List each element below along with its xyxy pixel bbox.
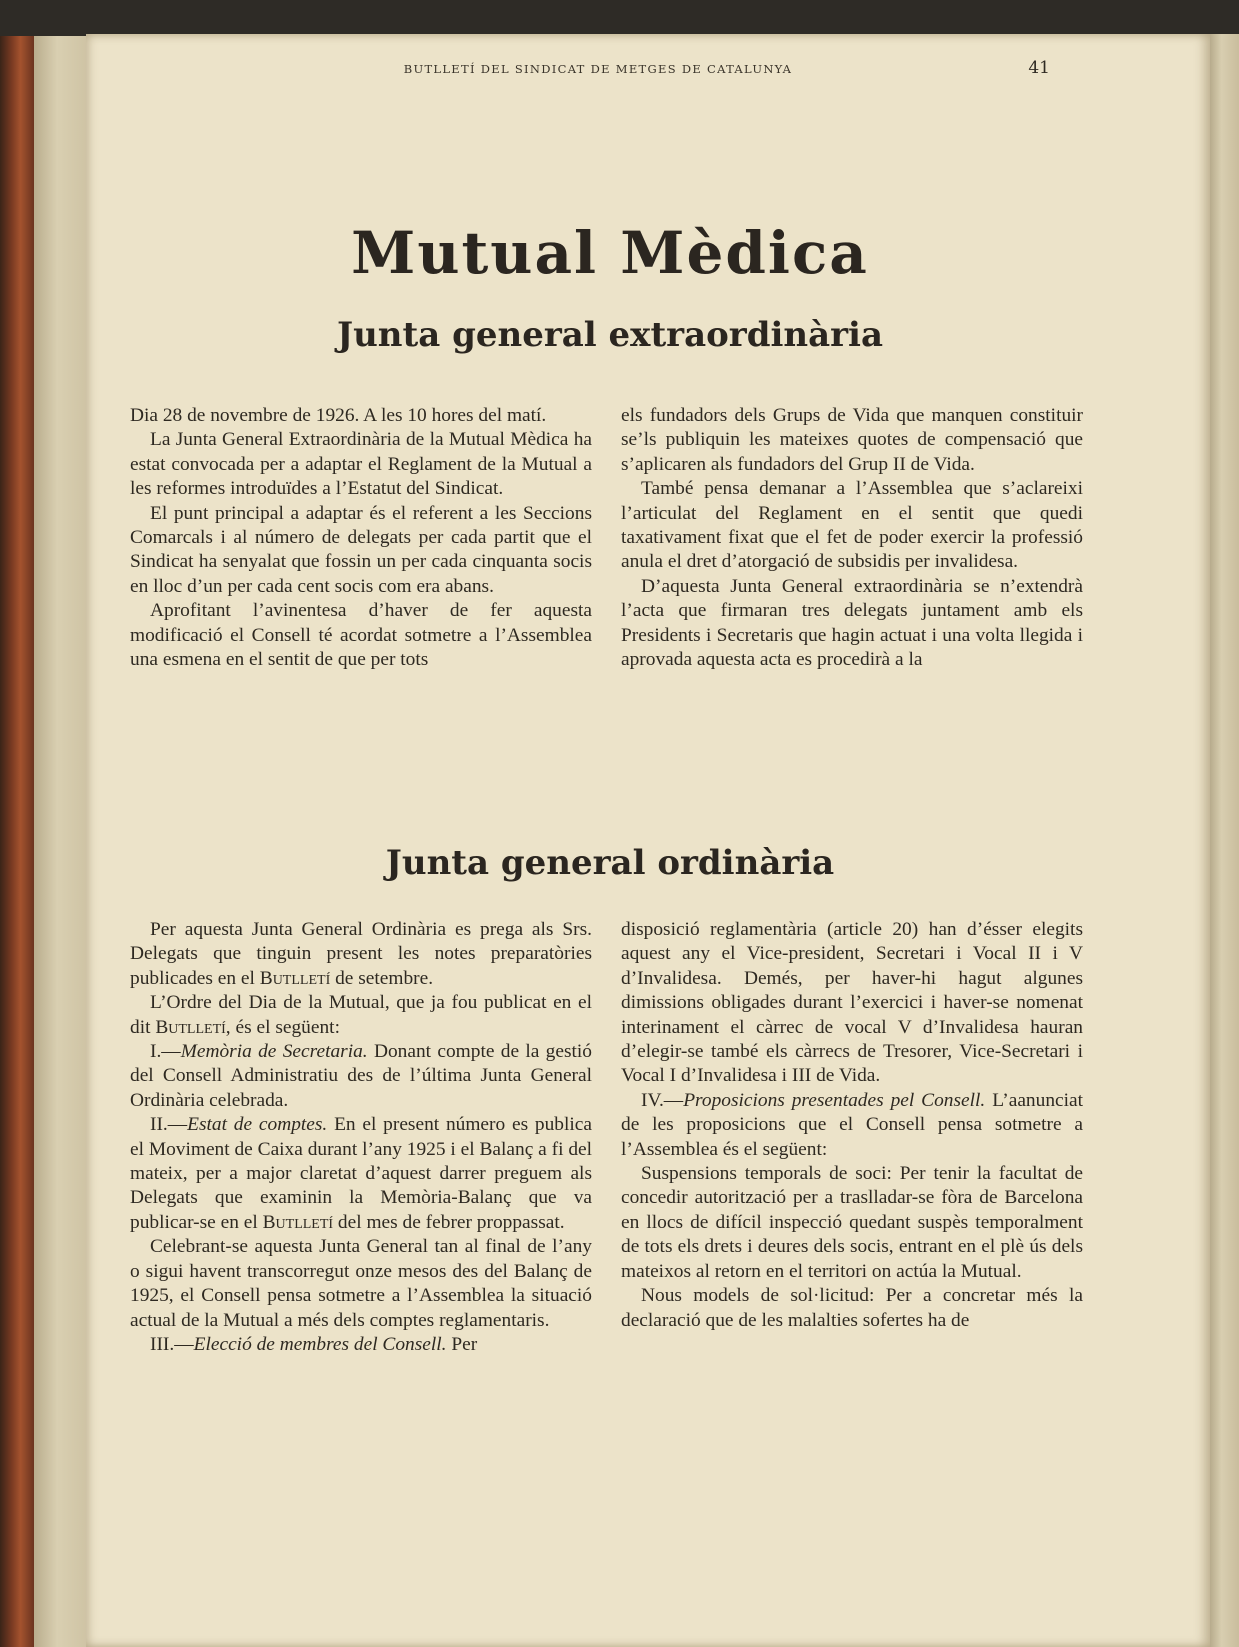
running-head: BUTLLETÍ DEL SINDICAT DE METGES DE CATALUNYA [403,62,793,76]
paragraph: D’aquesta Junta General extraordinària se n’extendrà l’acta que firmaran tres delegats juntament amb els Presidents i Secretaris que hagin actuat i una volta llegida i aprovada aquesta acta es procedirà a la [621,575,1083,671]
page-gutter [34,36,86,1647]
scan-top-border [0,0,1239,36]
paragraph: El punt principal a adaptar és el referent a les Seccions Comarcals i al número de delegats per cada partit que el Sindicat ha senyalat que fossin un per cada cinquanta socis en lloc d’un per cada cent socis com era abans. [130,502,592,597]
section-heading-ordinaria: Junta general ordinària [385,843,835,883]
paragraph: Celebrant-se aquesta Junta General tan al final de l’any o sigui havent transcorregut onze mesos des del Balanç de 1925, el Consell pensa sotmetre a l’Assemblea la situació actual de la Mutual a més dels comptes reglamentaris. [130,1236,592,1331]
paragraph: Nous models de sol·licitud: Per a concretar més la declaració que de les malalties sofertes ha de [621,1285,1083,1331]
paragraph: Aprofitant l’avinentesa d’haver de fer aquesta modificació el Consell té acordat sotmetre a l’Assemblea una esmena en el sentit de que per tots [130,600,592,671]
paragraph: disposició reglamentària (article 20) han d’ésser elegits aquest any el Vice-president, Secretari i Vocal II i V d’Invalidesa. Demés, per haver-hi hagut algunes dimissions obligades durant l’exercici i haver-se nomenat interinament el càrrec de vocal V d’Invalidesa hauran d’elegir-se també els càrrecs de Tresorer, Vice-Secretari i Vocal I d’Invalidesa i III de Vida. [621,919,1083,1087]
page-number: 41 [1028,58,1050,78]
paragraph: Suspensions temporals de soci: Per tenir la facultat de concedir autorització per a traslladar-se fòra de Barcelona en llocs de difícil inspecció quedant suspès temporalment de tots els drets i deures dels socis, entrant en el plè ús dels mateixos al retorn en el territori on actúa la Mutual. [621,1163,1083,1282]
paragraph: Dia 28 de novembre de 1926. A les 10 hores del matí. [130,405,547,426]
paragraph: els fundadors dels Grups de Vida que manquen constituir se’ls publiquin les mateixes quotes de compensació que s’aplicaren als fundadors del Grup II de Vida. [621,405,1083,475]
paragraph: La Junta General Extraordinària de la Mutual Mèdica ha estat convocada per a adaptar el Reglament de la Mutual a les reformes introduïdes a l’Estatut del Sindicat. [130,429,592,500]
paragraph: Per aquesta Junta General Ordinària es prega als Srs. Delegats que tinguin present les notes preparatòries publicades en el Butlletí de setembre. [130,919,592,989]
page-edge [1210,34,1239,1647]
paragraph: II.—Estat de comptes. En el present número es publica el Moviment de Caixa durant l’any 1925 i el Balanç a fi del mateix, per a major claretat d’aquest darrer preguem als Delegats que examinin la Memòria-Balanç que va publicar-se en el Butlletí del mes de febrer proppassat. [130,1114,593,1233]
book-binding [0,36,34,1647]
paragraph: L’Ordre del Dia de la Mutual, que ja fou publicat en el dit Butlletí, és el següent: [130,992,592,1038]
paragraph: III.—Elecció de membres del Consell. Per [150,1333,478,1355]
section1-left-column [130,404,592,672]
paragraph: I.—Memòria de Secretaria. Donant compte de la gestió del Consell Administratiu des de l’última Junta General Ordinària celebrada. [130,1041,593,1111]
paragraph: També pensa demanar a l’Assemblea que s’aclareixi l’articulat del Reglament en el sentit que quedi taxativament fixat que el fet de poder exercir la professió anula el dret d’atorgació de subsidis per invalidesa. [621,478,1083,573]
article-title: Mutual Mèdica [351,219,869,287]
paragraph: IV.—Proposicions presentades pel Consell. L’aanunciat de les proposicions que el Consell pensa sotmetre a l’Assemblea és el següent: [621,1089,1084,1160]
section1-right-column [621,404,1083,672]
section2-left-column [130,918,592,1357]
section-heading-extraordinaria: Junta general extraordinària [337,315,883,355]
section2-right-column [621,918,1083,1333]
